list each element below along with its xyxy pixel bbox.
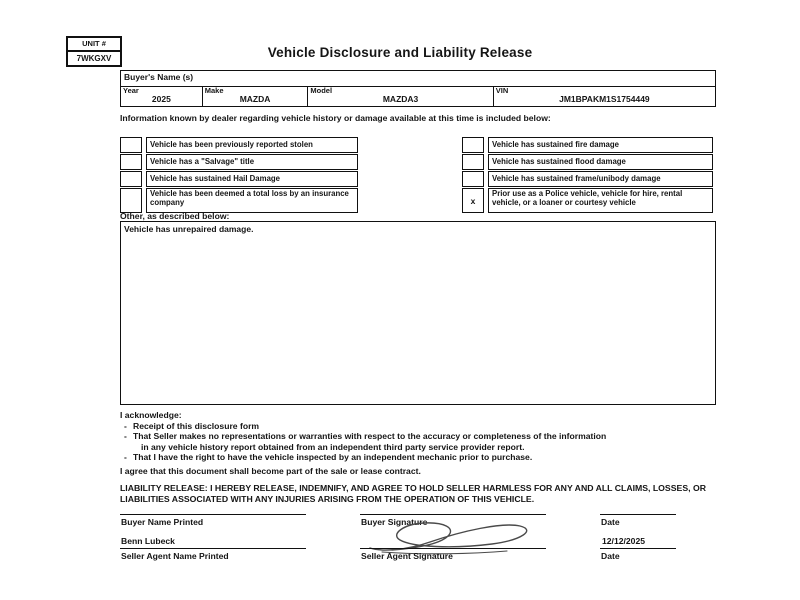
- seller-date-label: Date: [601, 551, 620, 561]
- label-flood-damage: Vehicle has sustained flood damage: [488, 154, 713, 170]
- checkbox-prior-use[interactable]: x: [462, 188, 484, 213]
- vin-value: JM1BPAKM1S1754449: [559, 94, 650, 104]
- seller-agent-name-value: Benn Lubeck: [121, 536, 175, 546]
- label-prior-use: Prior use as a Police vehicle, vehicle for hire, rental vehicle, or a loaner or courtesy vehicle: [488, 188, 713, 213]
- seller-agent-name-printed-label: Seller Agent Name Printed: [121, 551, 229, 561]
- checkbox-hail-damage[interactable]: [120, 171, 142, 187]
- seller-name-signature-line[interactable]: [120, 548, 306, 549]
- buyer-signature-label: Buyer Signature: [361, 517, 428, 527]
- label-salvage-title: Vehicle has a "Salvage" title: [146, 154, 358, 170]
- bullet-text: That I have the right to have the vehicle inspected by an independent mechanic prior to purchase.: [133, 452, 533, 463]
- vin-field[interactable]: [494, 87, 715, 106]
- ack-bullet-1: [120, 421, 720, 432]
- acknowledgment-heading: I acknowledge:: [120, 410, 182, 420]
- ack-bullet-2: [120, 431, 720, 442]
- model-label: Model: [310, 86, 333, 95]
- buyer-date-line[interactable]: [600, 514, 676, 515]
- liability-release-text: LIABILITY RELEASE: I HEREBY RELEASE, INDEMNIFY, AND AGREE TO HOLD SELLER HARMLESS FOR ANY AND ALL CLAIMS, LOSSES, OR LIABILITIES ASSOCIATED WITH ANY INJURIES ARISING FROM THE OPERATION OF THIS VEHICLE.: [120, 483, 706, 504]
- buyer-name-field[interactable]: Buyer's Name (s): [121, 71, 715, 87]
- make-value: MAZDA: [239, 94, 271, 104]
- year-label: Year: [123, 86, 139, 95]
- label-frame-damage: Vehicle has sustained frame/unibody damage: [488, 171, 713, 187]
- buyer-name-printed-label: Buyer Name Printed: [121, 517, 204, 527]
- label-fire-damage: Vehicle has sustained fire damage: [488, 137, 713, 153]
- vin-label: VIN: [495, 86, 509, 95]
- make-label: Make: [204, 86, 224, 95]
- bullet-dash: -: [124, 452, 127, 463]
- label-total-loss: Vehicle has been deemed a total loss by an insurance company: [146, 188, 358, 213]
- label-hail-damage: Vehicle has sustained Hail Damage: [146, 171, 358, 187]
- checkbox-salvage-title[interactable]: [120, 154, 142, 170]
- seller-agent-signature-scribble: [352, 514, 567, 556]
- other-description-box[interactable]: Vehicle has unrepaired damage.: [120, 221, 716, 405]
- ack-bullet-2-continuation: [120, 442, 720, 453]
- year-field[interactable]: [121, 87, 203, 106]
- seller-agent-signature-label: Seller Agent Signature: [361, 551, 453, 561]
- checkbox-flood-damage[interactable]: [462, 154, 484, 170]
- checkbox-total-loss[interactable]: [120, 188, 142, 213]
- unit-number-value: 7WKGXV: [76, 54, 112, 63]
- left-checklist-labels: [146, 137, 358, 213]
- vehicle-info-row: [121, 87, 715, 106]
- ack-bullet-3: [120, 452, 720, 463]
- year-value: 2025: [151, 94, 171, 104]
- bullet-text: in any vehicle history report obtained from an independent third party service provider report.: [141, 441, 525, 452]
- model-field[interactable]: [308, 87, 493, 106]
- unit-number-label: UNIT #: [68, 38, 120, 52]
- model-value: MAZDA3: [382, 94, 419, 104]
- checkbox-frame-damage[interactable]: [462, 171, 484, 187]
- bullet-dash: -: [124, 420, 127, 431]
- page-title: Vehicle Disclosure and Liability Release: [267, 45, 533, 60]
- buyer-date-label: Date: [601, 517, 620, 527]
- bullet-text: Receipt of this disclosure form: [133, 420, 260, 431]
- buyer-name-signature-line[interactable]: [120, 514, 306, 515]
- right-checklist-labels: [488, 137, 713, 213]
- seller-date-line[interactable]: [600, 548, 676, 549]
- seller-signature-line[interactable]: [360, 548, 546, 549]
- checkbox-stolen[interactable]: [120, 137, 142, 153]
- label-stolen: Vehicle has been previously reported stolen: [146, 137, 358, 153]
- agreement-text: I agree that this document shall become part of the sale or lease contract.: [120, 466, 421, 476]
- vehicle-info-table: [120, 70, 716, 107]
- seller-date-value: 12/12/2025: [602, 536, 646, 546]
- right-checkbox-column: [462, 137, 484, 213]
- left-checkbox-column: [120, 137, 142, 213]
- disclosure-intro-text: Information known by dealer regarding vehicle history or damage available at this time is included below:: [120, 113, 551, 123]
- acknowledgment-block: [120, 410, 720, 463]
- checkbox-fire-damage[interactable]: [462, 137, 484, 153]
- bullet-dash: -: [124, 431, 127, 442]
- other-section-label: Other, as described below:: [120, 211, 230, 221]
- bullet-text: That Seller makes no representations or warranties with respect to the accuracy or completeness of the information: [133, 431, 607, 442]
- make-field[interactable]: [203, 87, 309, 106]
